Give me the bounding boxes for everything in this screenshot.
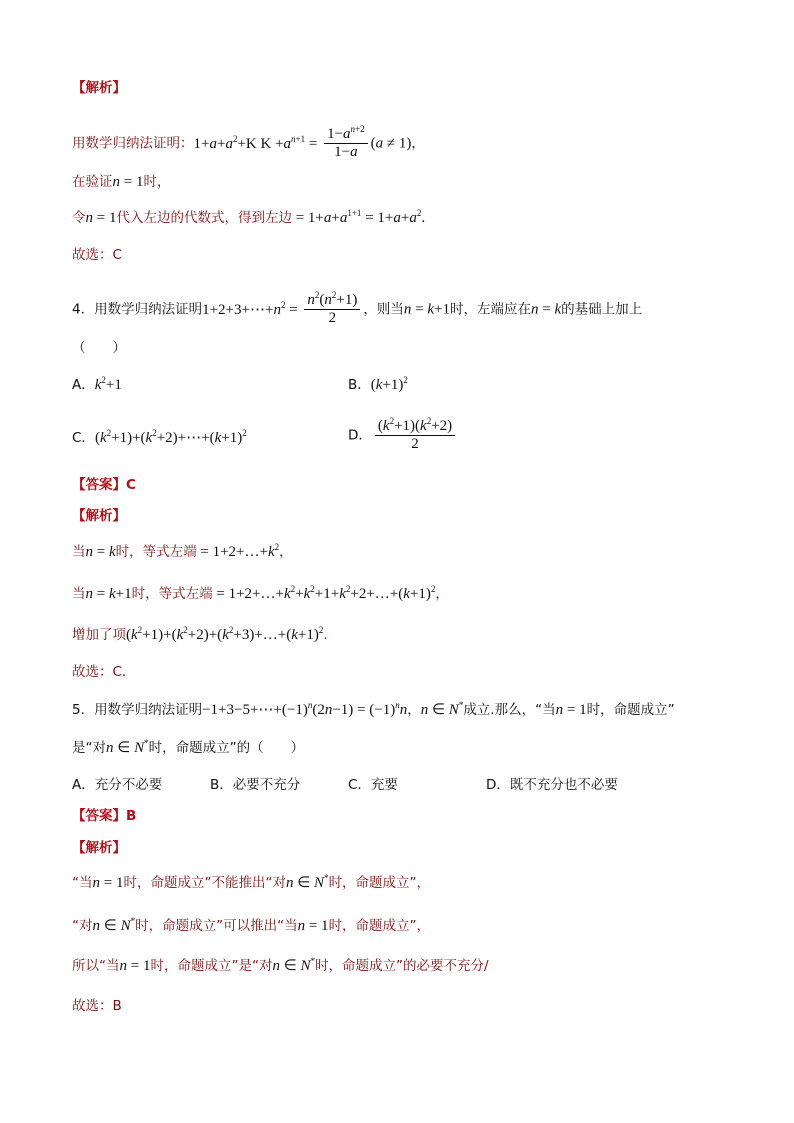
- q5-answer: [72, 806, 136, 826]
- analysis-label-1: 【解析】: [72, 80, 126, 96]
- q5-exp1-c: 时，命题成立”，: [328, 875, 431, 891]
- q5-stem-c: 时，命题成立”: [586, 702, 675, 718]
- q4-answer: [72, 475, 136, 495]
- q5-exp2: “对n ∈ N*时，命题成立”可以推出“当n = 1时，命题成立”，: [72, 916, 431, 934]
- q4-option-a: A．$k^2+1$: [72, 375, 122, 393]
- q5-answer-value: B: [126, 808, 137, 824]
- q4-option-b: B．$(k+1)^2$: [348, 375, 408, 393]
- q4-paren: （ ）: [72, 340, 126, 356]
- q5-stem2-b: 时，命题成立”的（ ）: [148, 740, 305, 756]
- q5-stem: 5．用数学归纳法证明$-1+3-5+\cdots+(-1)^n(2n-1) = (-1)^nn$，n ∈ N*成立.那么，“当n = 1时，命题成立”: [72, 700, 675, 718]
- q4-option-b-label: B．: [348, 377, 371, 393]
- q4-answer-label: 【答案】: [72, 477, 126, 493]
- q4-exp2: 当n = k+1时，等式左端 = $1+2+\dots+k^2+k^2+1+k^2+2+\dots+(k+1)^2$，: [72, 584, 449, 602]
- q5-exp1-b: 时，命题成立”不能推出“对: [123, 875, 286, 891]
- q5-option-a: A．充分不必要: [72, 777, 163, 793]
- q5-option-c: C．充要: [348, 777, 398, 793]
- q5-exp4: 故选：B: [72, 998, 122, 1014]
- q5-stem-b: 成立.那么，“当: [463, 702, 556, 718]
- block1-line2-text: 在验证: [72, 174, 113, 190]
- q4-stem: 4．用数学归纳法证明$1+2+3+\cdots+n^2$ = $\frac{n^2(n^2+1)}{2}$ ，则当n = k+1时，左端应在n = k的基础上加上: [72, 290, 643, 326]
- q4-stem-a: 4．用数学归纳法证明: [72, 301, 203, 318]
- q4-option-a-label: A．: [72, 377, 95, 393]
- block1-line1: 用数学归纳法证明：$1+a+a^2+K$ $K +a^{n+1}$ = $\frac{1-a^{n+2}}{1-a}$ (a ≠ 1)，: [72, 124, 425, 160]
- q4-exp4: 故选：C．: [72, 664, 136, 680]
- q4-option-d: D． $\frac{(k^2+1)(k^2+2)}{2}$: [348, 418, 458, 453]
- block1-line3-a: 令: [72, 210, 86, 226]
- q5-exp1: “当n = 1时，命题成立”不能推出“对n ∈ N*时，命题成立”，: [72, 873, 431, 891]
- q5-exp2-b: 时，命题成立”可以推出“当: [135, 918, 298, 934]
- q5-exp3: 所以“当n = 1时，命题成立”是“对n ∈ N*时，命题成立”的必要不充分/: [72, 956, 489, 974]
- q5-answer-label: 【答案】: [72, 808, 126, 824]
- analysis-label-3: 【解析】: [72, 840, 126, 856]
- q4-exp3: 增加了项$(k^2+1)+(k^2+2)+(k^2+3)+\dots+(k+1)^2$.: [72, 625, 328, 643]
- q5-exp3-b: 时，命题成立”是“对: [150, 958, 273, 974]
- block1-line3: 令n = 1代入左边的代数式，得到左边 = $1+a+a^{1+1} = 1+a+a^2$.: [72, 208, 426, 226]
- q4-answer-value: C: [126, 477, 136, 493]
- q4-exp2-a: 当: [72, 586, 86, 602]
- q5-exp3-a: 所以“当: [72, 958, 120, 974]
- q4-option-c-label: C．: [72, 430, 95, 446]
- q5-exp1-a: “当: [72, 875, 93, 891]
- block1-line4: 故选：C: [72, 247, 122, 263]
- q5-exp2-a: “对: [72, 918, 93, 934]
- q5-stem-a: 5．用数学归纳法证明: [72, 702, 203, 718]
- q4-stem-d: 的基础上加上: [561, 301, 643, 318]
- q4-option-c: C．$(k^2+1)+(k^2+2)+\cdots+(k+1)^2$: [72, 428, 247, 446]
- q5-stem2-a: 是“对: [72, 740, 106, 756]
- q4-stem-b: ，则当: [363, 301, 404, 318]
- q5-option-b: B．必要不充分: [210, 777, 301, 793]
- block1-line2-suffix: 时，: [143, 174, 171, 190]
- block1-line2: 在验证n = 1时，: [72, 174, 171, 190]
- q5-exp3-c: 时，命题成立”的必要不充分/: [315, 958, 489, 974]
- q4-option-d-label: D．: [348, 427, 372, 444]
- q5-option-d: D．既不充分也不必要: [486, 777, 618, 793]
- q4-stem-c: 时，左端应在: [449, 301, 531, 318]
- q4-exp1-b: 时，等式左端: [115, 544, 197, 560]
- q4-exp3-a: 增加了项: [72, 627, 126, 643]
- q4-exp2-b: 时，等式左端: [131, 586, 213, 602]
- q4-exp1: 当n = k时，等式左端 = $1+2+\dots+k^2$，: [72, 542, 293, 560]
- analysis-label-2: 【解析】: [72, 508, 126, 524]
- q5-stem2: 是“对n ∈ N*时，命题成立”的（ ）: [72, 738, 305, 756]
- q5-exp2-c: 时，命题成立”，: [328, 918, 431, 934]
- block1-line3-b: 代入左边的代数式，得到左边: [116, 210, 292, 226]
- q4-exp1-a: 当: [72, 544, 86, 560]
- block1-line1-text: 用数学归纳法证明：: [72, 135, 194, 152]
